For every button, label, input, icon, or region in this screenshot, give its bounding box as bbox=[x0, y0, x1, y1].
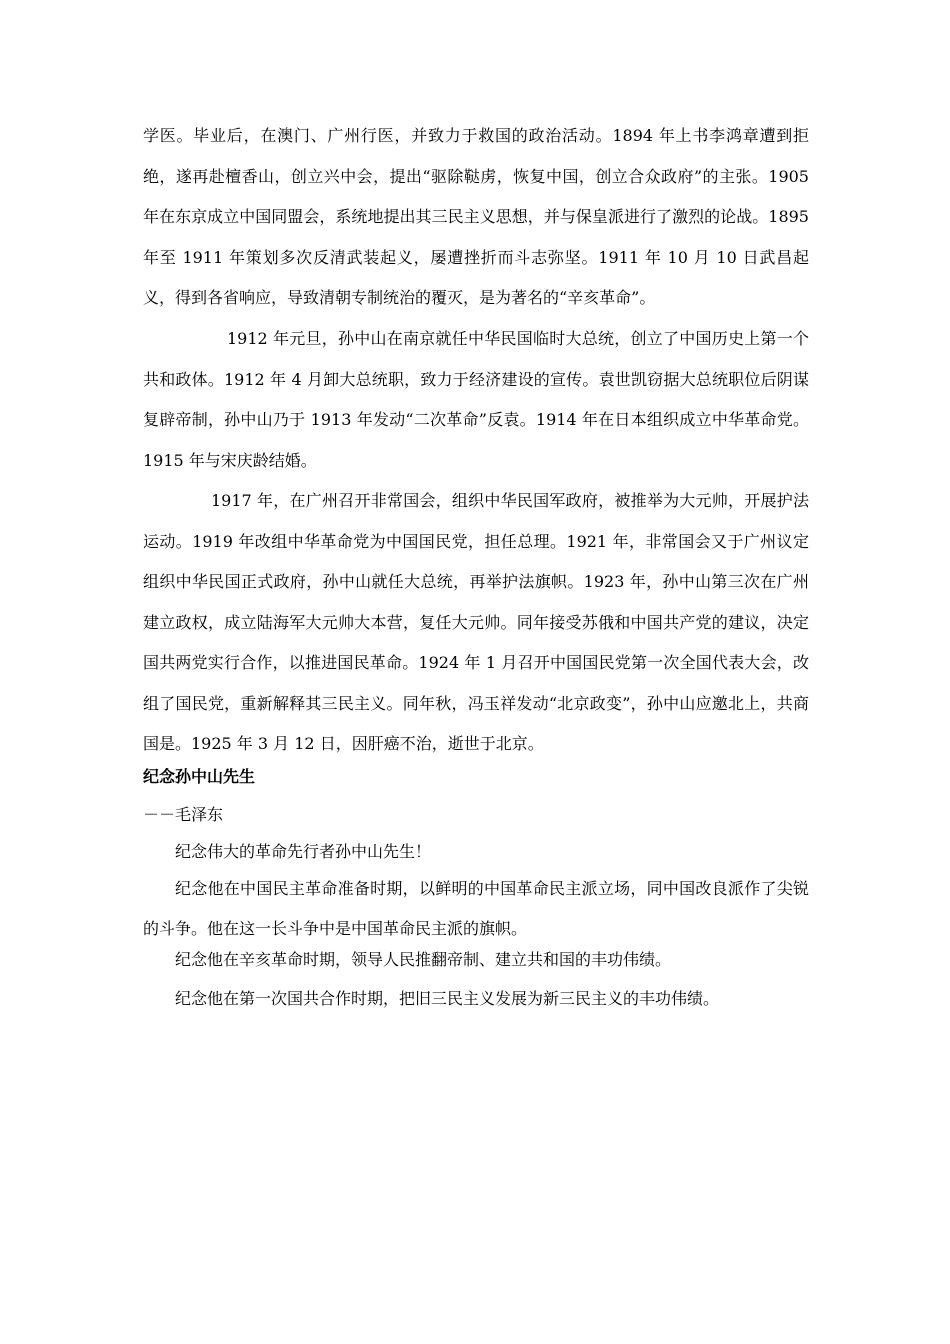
memorial-line-3: 纪念他在辛亥革命时期，领导人民推翻帝制、建立共和国的丰功伟绩。 bbox=[175, 950, 672, 969]
memorial-line-4: 纪念他在第一次国共合作时期，把旧三民主义发展为新三民主义的丰功伟绩。 bbox=[175, 989, 720, 1008]
author-line: －－毛泽东 bbox=[143, 805, 224, 824]
biography-paragraph-3: 1917 年，在广州召开非常国会，组织中华民国军政府，被推举为大元帅，开展护法运动。1919 年改组中华革命党为中国国民党，担任总理。1921 年，非常国会又于广州议定组织中华民国正式政府，孙中山就任大总统，再举护法旗帜。1923 年，孙中山第三次在广州建立政权，成立陆海军大元帅大本营，复任大元帅。同年接受苏俄和中国共产党的建议，决定国共两党实行合作，以推进国民革命。1924 年 1 月召开中国国民党第一次全国代表大会，改组了国民党，重新解释其三民主义。同年秋，冯玉祥发动“北京政变”，孙中山应邀北上，共商国是。1925 年 3 月 12 日，因肝癌不治，逝世于北京。 bbox=[143, 491, 809, 753]
memorial-line-1: 纪念伟大的革命先行者孙中山先生！ bbox=[175, 842, 432, 861]
section-title: 纪念孙中山先生 bbox=[143, 767, 256, 786]
biography-paragraph-2: 1912 年元旦，孙中山在南京就任中华民国临时大总统，创立了中国历史上第一个共和政体。1912 年 4 月卸大总统职，致力于经济建设的宣传。袁世凯窃据大总统职位后阴谋复辟帝制，孙中山乃于 1913 年发动“二次革命”反袁。1914 年在日本组织成立中华革命党。1915 年与宋庆龄结婚。 bbox=[143, 329, 809, 470]
memorial-line-2: 纪念他在中国民主革命准备时期，以鲜明的中国革命民主派立场，同中国改良派作了尖锐的斗争。他在这一长斗争中是中国革命民主派的旗帜。 bbox=[143, 879, 809, 938]
biography-paragraph-1: 学医。毕业后，在澳门、广州行医，并致力于救国的政治活动。1894 年上书李鸿章遭到拒绝，遂再赴檀香山，创立兴中会，提出“驱除鞑虏，恢复中国，创立合众政府”的主张。1905 年在东京成立中国同盟会，系统地提出其三民主义思想，并与保皇派进行了激烈的论战。1895 年至 1911 年策划多次反清武装起义，屡遭挫折而斗志弥坚。1911 年 10 月 10 日武昌起义，得到各省响应，导致清朝专制统治的覆灭，是为著名的“辛亥革命”。 bbox=[143, 126, 809, 307]
